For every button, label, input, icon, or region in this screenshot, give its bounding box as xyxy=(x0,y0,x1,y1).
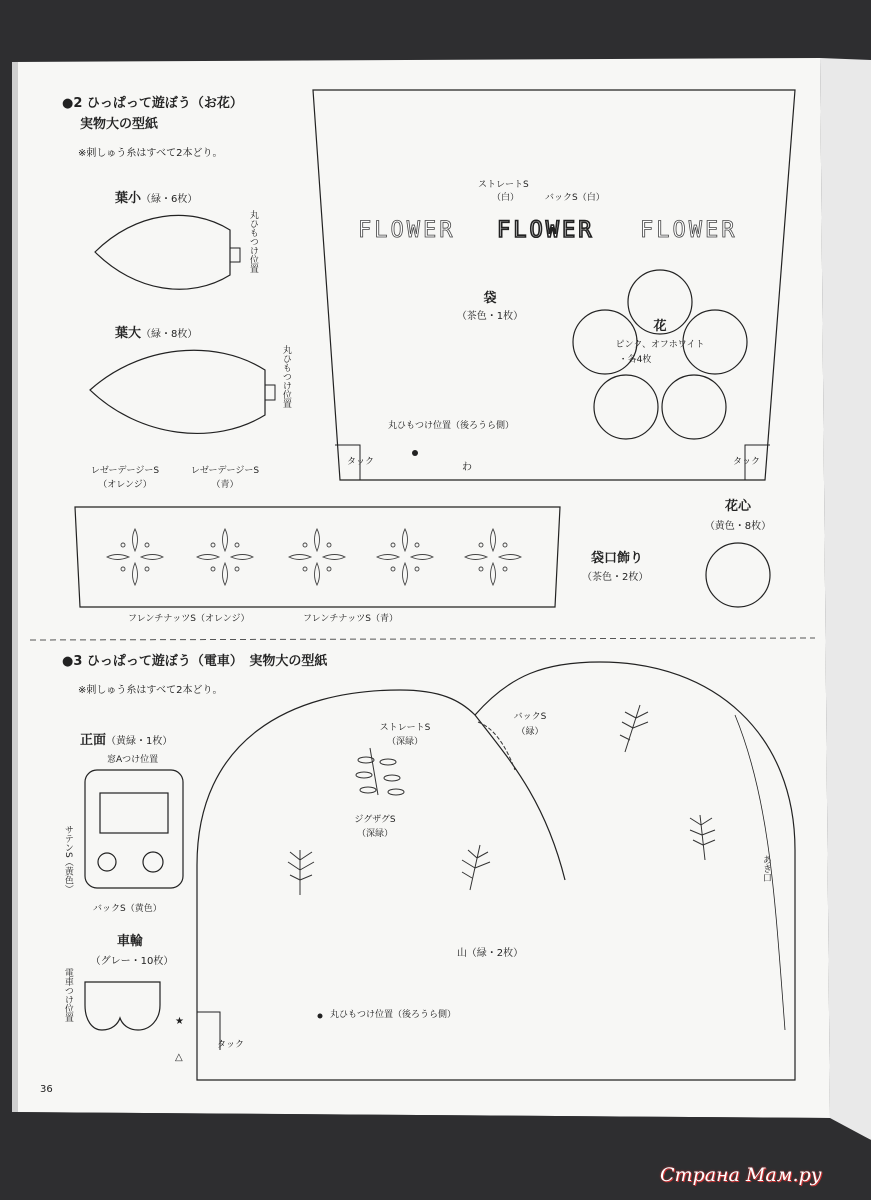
mountain-cord-dot xyxy=(318,1014,323,1019)
section3-title: ●3 ひっぱって遊ぼう（電車） 実物大の型紙 xyxy=(62,654,328,669)
section3-note: ※刺しゅう糸はすべて2本どり。 xyxy=(78,685,223,696)
bag-straight-stitch: ストレートS xyxy=(478,180,529,190)
band-detail: （茶色・2枚） xyxy=(582,572,649,583)
leaf-small-label xyxy=(115,188,197,207)
leaf-small-cord-label: 丸ひもつけ位置 xyxy=(247,210,258,273)
star-mark: ★ xyxy=(175,1016,184,1027)
leaf-large-title: 葉大 xyxy=(115,326,142,341)
band-french-1: フレンチナッツS（オレンジ） xyxy=(128,614,250,624)
bag-tuck-left-label: タック xyxy=(347,457,375,467)
bag-title: 袋 xyxy=(483,291,497,306)
bag-word-1: FLOWER xyxy=(358,218,456,243)
wheel-position-label: 電車つけ位置 xyxy=(62,968,73,1022)
bag-word-3: FLOWER xyxy=(640,218,738,243)
bag-cord-dot xyxy=(412,450,418,456)
band-lazy-1: レゼーデージーS xyxy=(90,466,160,476)
flower-detail-2: ・各4枚 xyxy=(618,355,652,365)
watermark-logo: Страна Мам.ру xyxy=(660,1164,822,1186)
bag-straight-color: （白） xyxy=(492,193,520,203)
bag-back-stitch: バックS（白） xyxy=(545,193,605,203)
front-satin-label: サテンS（黄色） xyxy=(62,825,73,894)
triangle-mark: △ xyxy=(175,1052,183,1063)
leaf-small-detail: （緑・6枚） xyxy=(141,194,198,205)
bag-fold-mark: わ xyxy=(462,462,472,473)
band-lazy-2: レゼーデージーS xyxy=(190,466,260,476)
section2-subtitle: 実物大の型紙 xyxy=(80,117,159,132)
mtn-title: 山（緑・2枚） xyxy=(456,948,524,959)
leaf-large-label xyxy=(115,323,197,342)
leaf-large-detail: （緑・8枚） xyxy=(141,329,198,340)
band-lazy-2-color: （青） xyxy=(211,480,239,490)
bag-detail: （茶色・1枚） xyxy=(456,311,524,322)
front-back-label: バックS（黄色） xyxy=(93,904,162,914)
flower-detail-1: ピンク、オフホワイト xyxy=(615,340,705,350)
band-title: 袋口飾り xyxy=(591,551,644,566)
front-detail: （黄緑・1枚） xyxy=(106,736,173,747)
wheel-detail: （グレー・10枚） xyxy=(90,956,174,967)
leaf-small-title: 葉小 xyxy=(115,191,142,206)
mtn-tuck-label: タック xyxy=(217,1040,245,1050)
section2-note: ※刺しゅう糸はすべて2本どり。 xyxy=(78,148,223,159)
front-window-label: 窓Aつけ位置 xyxy=(107,755,159,765)
page-number: 36 xyxy=(40,1084,53,1095)
center-detail: （黄色・8枚） xyxy=(704,521,772,532)
mtn-opening-label: あき口 xyxy=(760,855,771,882)
leaf-large-cord-label: 丸ひもつけ位置 xyxy=(280,345,291,408)
mtn-straight-color: （深緑） xyxy=(386,737,423,747)
bag-tuck-right-label: タック xyxy=(733,457,761,467)
flower-title: 花 xyxy=(653,319,667,334)
mtn-cord-label: 丸ひもつけ位置（後ろうら側） xyxy=(330,1010,457,1020)
bag-cord-label: 丸ひもつけ位置（後ろうら側） xyxy=(388,421,515,431)
mtn-back-color: （緑） xyxy=(516,727,544,737)
mtn-zigzag-stitch: ジグザグS xyxy=(354,815,396,825)
band-french-2: フレンチナッツS（青） xyxy=(303,614,398,624)
section2-title: ●2 ひっぱって遊ぼう（お花） xyxy=(62,96,243,111)
wheel-title: 車輪 xyxy=(116,934,143,949)
center-title: 花心 xyxy=(724,499,751,514)
mtn-straight-stitch: ストレートS xyxy=(379,723,431,733)
bag-word-2: FLOWER xyxy=(497,218,595,243)
front-label xyxy=(80,730,172,749)
mtn-back-stitch: バックS xyxy=(513,712,547,722)
front-title: 正面 xyxy=(80,733,107,748)
mtn-zigzag-color: （深緑） xyxy=(356,829,393,839)
band-lazy-1-color: （オレンジ） xyxy=(98,480,152,490)
